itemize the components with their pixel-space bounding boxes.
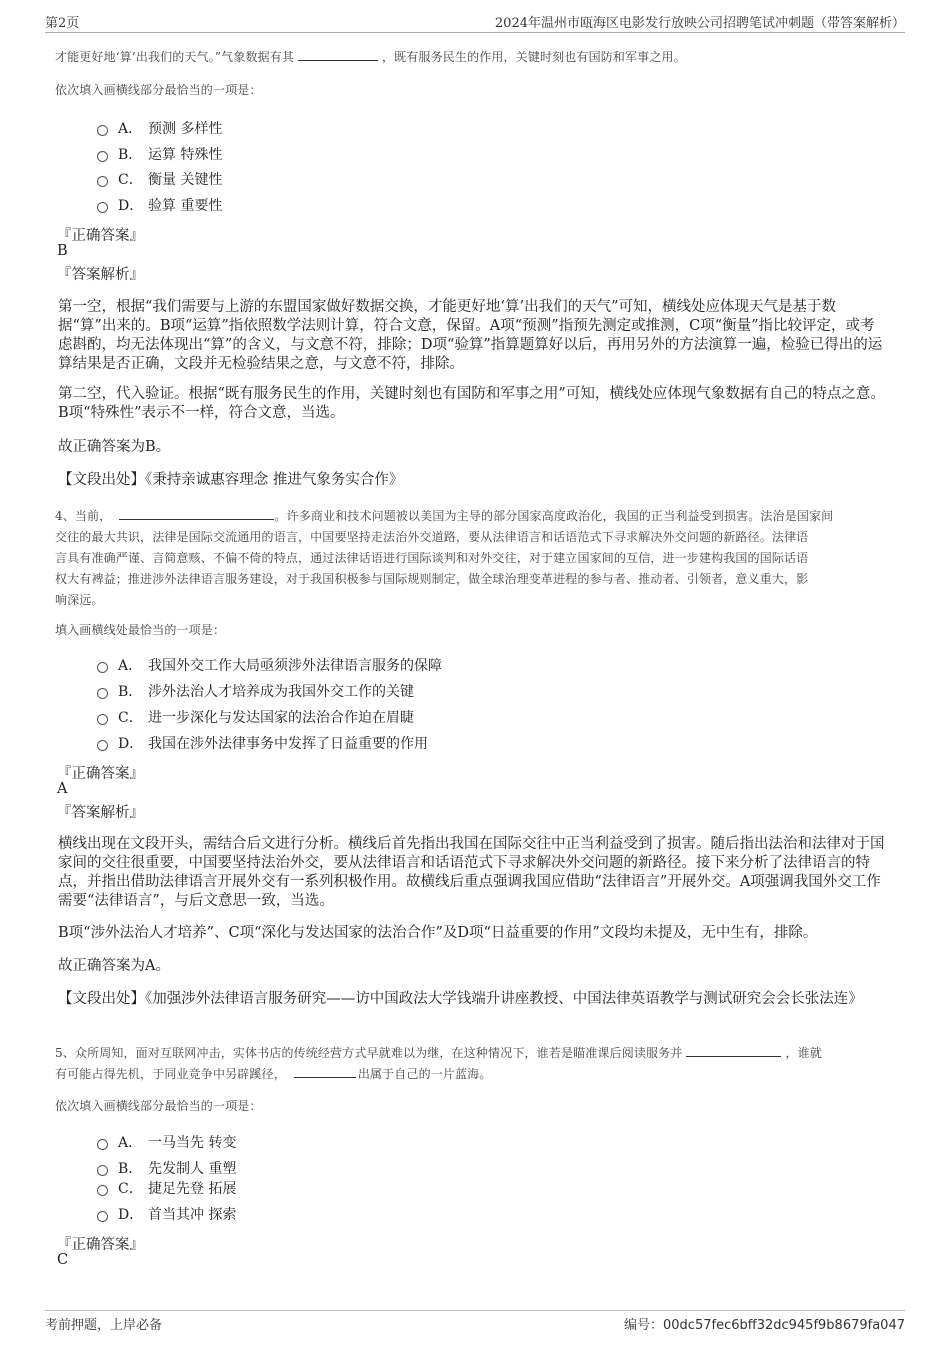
radio-icon[interactable] <box>97 688 108 699</box>
q4-stem-e: 响深远。 <box>55 593 104 607</box>
radio-icon[interactable] <box>97 1211 108 1222</box>
option-letter: A． <box>118 121 143 137</box>
q3-answer: B <box>57 243 68 259</box>
option-letter: B． <box>118 684 143 700</box>
option-text: 我国在涉外法律事务中发挥了日益重要的作用 <box>148 736 428 752</box>
option-text: 预测 多样性 <box>148 121 223 137</box>
footer-code: 编号：00dc57fec6bff32dc945f9b8679fa047 <box>624 1318 905 1333</box>
q5-instruction: 依次填入画横线部分最恰当的一项是： <box>55 1099 262 1113</box>
option-letter: D． <box>118 1207 144 1223</box>
q4-answer: A <box>57 781 68 797</box>
q5-answer: C <box>57 1252 69 1268</box>
q4-conclusion: 故正确答案为A。 <box>58 958 170 974</box>
q3-blank <box>298 47 378 61</box>
option-letter: A． <box>118 658 143 674</box>
option-text: 先发制人 重塑 <box>148 1161 237 1177</box>
q4-stem-d: 权大有裨益；推进涉外法律语言服务建设，对于我国积极参与国际规则制定，做全球治理变革进程的参与者、推动者、引领者，意义重大，影 <box>55 572 809 586</box>
q4-blank <box>119 506 274 520</box>
option-letter: D． <box>118 736 144 752</box>
option-letter: A． <box>118 1135 143 1151</box>
q4-option-d[interactable] <box>97 733 428 753</box>
q3-conclusion: 故正确答案为B。 <box>58 439 171 455</box>
option-letter: C． <box>118 1181 143 1197</box>
header-divider <box>45 32 905 33</box>
q4-analysis-label: 『答案解析』 <box>57 805 144 821</box>
q3-option-d[interactable] <box>97 195 222 215</box>
q3-option-b[interactable] <box>97 144 222 164</box>
radio-icon[interactable] <box>97 176 108 187</box>
option-text: 衡量 关键性 <box>148 172 223 188</box>
footer-slogan: 考前押题，上岸必备 <box>45 1318 163 1333</box>
q3-option-a[interactable] <box>97 118 222 138</box>
q5-stem <box>55 1043 915 1085</box>
option-letter: B． <box>118 1161 143 1177</box>
option-letter: C． <box>118 172 143 188</box>
q4-option-c[interactable] <box>97 707 414 727</box>
q3-analysis-p2: 第二空，代入验证。根据“既有服务民生的作用，关键时刻也有国防和军事之用”可知，横线处应体现气象数据有自己的特点之意。B项“特殊性”表示不一样，符合文意，当选。 <box>58 386 885 421</box>
q3-stem <box>55 47 915 68</box>
q5-option-c[interactable] <box>97 1178 236 1198</box>
q3-stem-b: ，既有服务民生的作用，关键时刻也有国防和军事之用。 <box>382 50 686 64</box>
radio-icon[interactable] <box>97 1185 108 1196</box>
radio-icon[interactable] <box>97 125 108 136</box>
q5-stem-d: 出属于自己的一片蓝海。 <box>357 1067 492 1081</box>
q5-blank-2 <box>294 1064 356 1078</box>
q3-answer-label: 『正确答案』 <box>57 228 144 244</box>
option-text: 首当其冲 探索 <box>148 1207 237 1223</box>
option-text: 涉外法治人才培养成为我国外交工作的关键 <box>148 684 414 700</box>
q4-option-b[interactable] <box>97 681 414 701</box>
q4-instruction: 填入画横线处最恰当的一项是： <box>55 623 226 637</box>
q5-option-b[interactable] <box>97 1158 236 1178</box>
q3-option-c[interactable] <box>97 169 222 189</box>
q3-analysis-label: 『答案解析』 <box>57 267 144 283</box>
q5-stem-c: 有可能占得先机，于同业竞争中另辟蹊径， <box>55 1067 286 1081</box>
q5-blank-1 <box>686 1043 781 1057</box>
option-text: 一马当先 转变 <box>148 1135 237 1151</box>
page-number: 第2页 <box>45 16 80 31</box>
q4-stem-c: 言具有准确严谨、言简意赅、不偏不倚的特点，通过法律话语进行国际谈判和对外交往，对于建立国家间的互信，进一步建构我国的国际话语 <box>55 551 809 565</box>
option-text: 运算 特殊性 <box>148 147 223 163</box>
option-letter: C． <box>118 710 143 726</box>
q4-source: 【文段出处】《加强涉外法律语言服务研究——访中国政法大学钱端升讲座教授、中国法律英语教学与测试研究会会长张法连》 <box>58 991 863 1007</box>
option-text: 捷足先登 拓展 <box>148 1181 237 1197</box>
q5-option-a[interactable] <box>97 1132 236 1152</box>
option-text: 我国外交工作大局亟须涉外法律语言服务的保障 <box>148 658 442 674</box>
q4-analysis-p2: B项“涉外法治人才培养”、C项“深化与发达国家的法治合作”及D项“日益重要的作用”文段均未提及，无中生有，排除。 <box>58 925 818 941</box>
q3-stem-a: 才能更好地‘算’出我们的天气。”气象数据有其 <box>55 50 295 64</box>
q5-stem-b: ，谁就 <box>785 1046 822 1060</box>
radio-icon[interactable] <box>97 740 108 751</box>
q5-option-d[interactable] <box>97 1204 236 1224</box>
q4-stem-b: 交往的最大共识，法律是国际交流通用的语言，中国要坚持走法治外交道路，要从法律语言和话语范式下寻求解决外交问题的新路径。法律语 <box>55 530 809 544</box>
q5-stem-a: 5、众所周知，面对互联网冲击，实体书店的传统经营方式早就难以为继，在这种情况下，谁若是瞄准课后阅读服务并 <box>55 1046 683 1060</box>
q3-analysis-p1: 第一空，根据“我们需要与上游的东盟国家做好数据交换，才能更好地‘算’出我们的天气”可知，横线处应体现天气是基于数据“算”出来的。B项“运算”指依照数学法则计算，符合文意，保留。A项“预测”指预先测定或推测，C项“衡量”指比较评定，或考虑斟酌，均无法体现出“算”的含义，与文意不符，排除；D项“验算”指算题算好以后，再用另外的方法演算一遍，检验已得出的运算结果是否正确，文段并无检验结果之意，与文意不符，排除。 <box>58 299 883 372</box>
q4-option-a[interactable] <box>97 655 442 675</box>
q4-number: 4、当前， <box>55 509 112 523</box>
q4-answer-label: 『正确答案』 <box>57 766 144 782</box>
radio-icon[interactable] <box>97 202 108 213</box>
radio-icon[interactable] <box>97 1165 108 1176</box>
q4-stem <box>55 506 915 611</box>
option-text: 进一步深化与发达国家的法治合作迫在眉睫 <box>148 710 414 726</box>
document-title: 2024年温州市瓯海区电影发行放映公司招聘笔试冲刺题（带答案解析） <box>494 16 905 31</box>
option-letter: B． <box>118 147 143 163</box>
footer-divider <box>45 1310 905 1311</box>
option-text: 验算 重要性 <box>148 198 223 214</box>
radio-icon[interactable] <box>97 662 108 673</box>
q5-answer-label: 『正确答案』 <box>57 1237 144 1253</box>
option-letter: D． <box>118 198 144 214</box>
radio-icon[interactable] <box>97 151 108 162</box>
q4-analysis-p1: 横线出现在文段开头，需结合后文进行分析。横线后首先指出我国在国际交往中正当利益受到了损害。随后指出法治和法律对于国家间的交往很重要，中国要坚持法治外交，要从法律语言和话语范式下寻求解决外交问题的新路径。接下来分析了法律语言的特点，并指出借助法律语言开展外交有一系列积极作用。故横线后重点强调我国应借助“法律语言”开展外交。A项强调我国外交工作需要“法律语言”，与后文意思一致，当选。 <box>58 836 885 909</box>
radio-icon[interactable] <box>97 714 108 725</box>
radio-icon[interactable] <box>97 1139 108 1150</box>
q3-source: 【文段出处】《秉持亲诚惠容理念 推进气象务实合作》 <box>58 472 404 488</box>
q4-stem-a: 。许多商业和技术问题被以美国为主导的部分国家高度政治化，我国的正当利益受到损害。法治是国家间 <box>274 509 834 523</box>
q3-instruction: 依次填入画横线部分最恰当的一项是： <box>55 83 262 97</box>
